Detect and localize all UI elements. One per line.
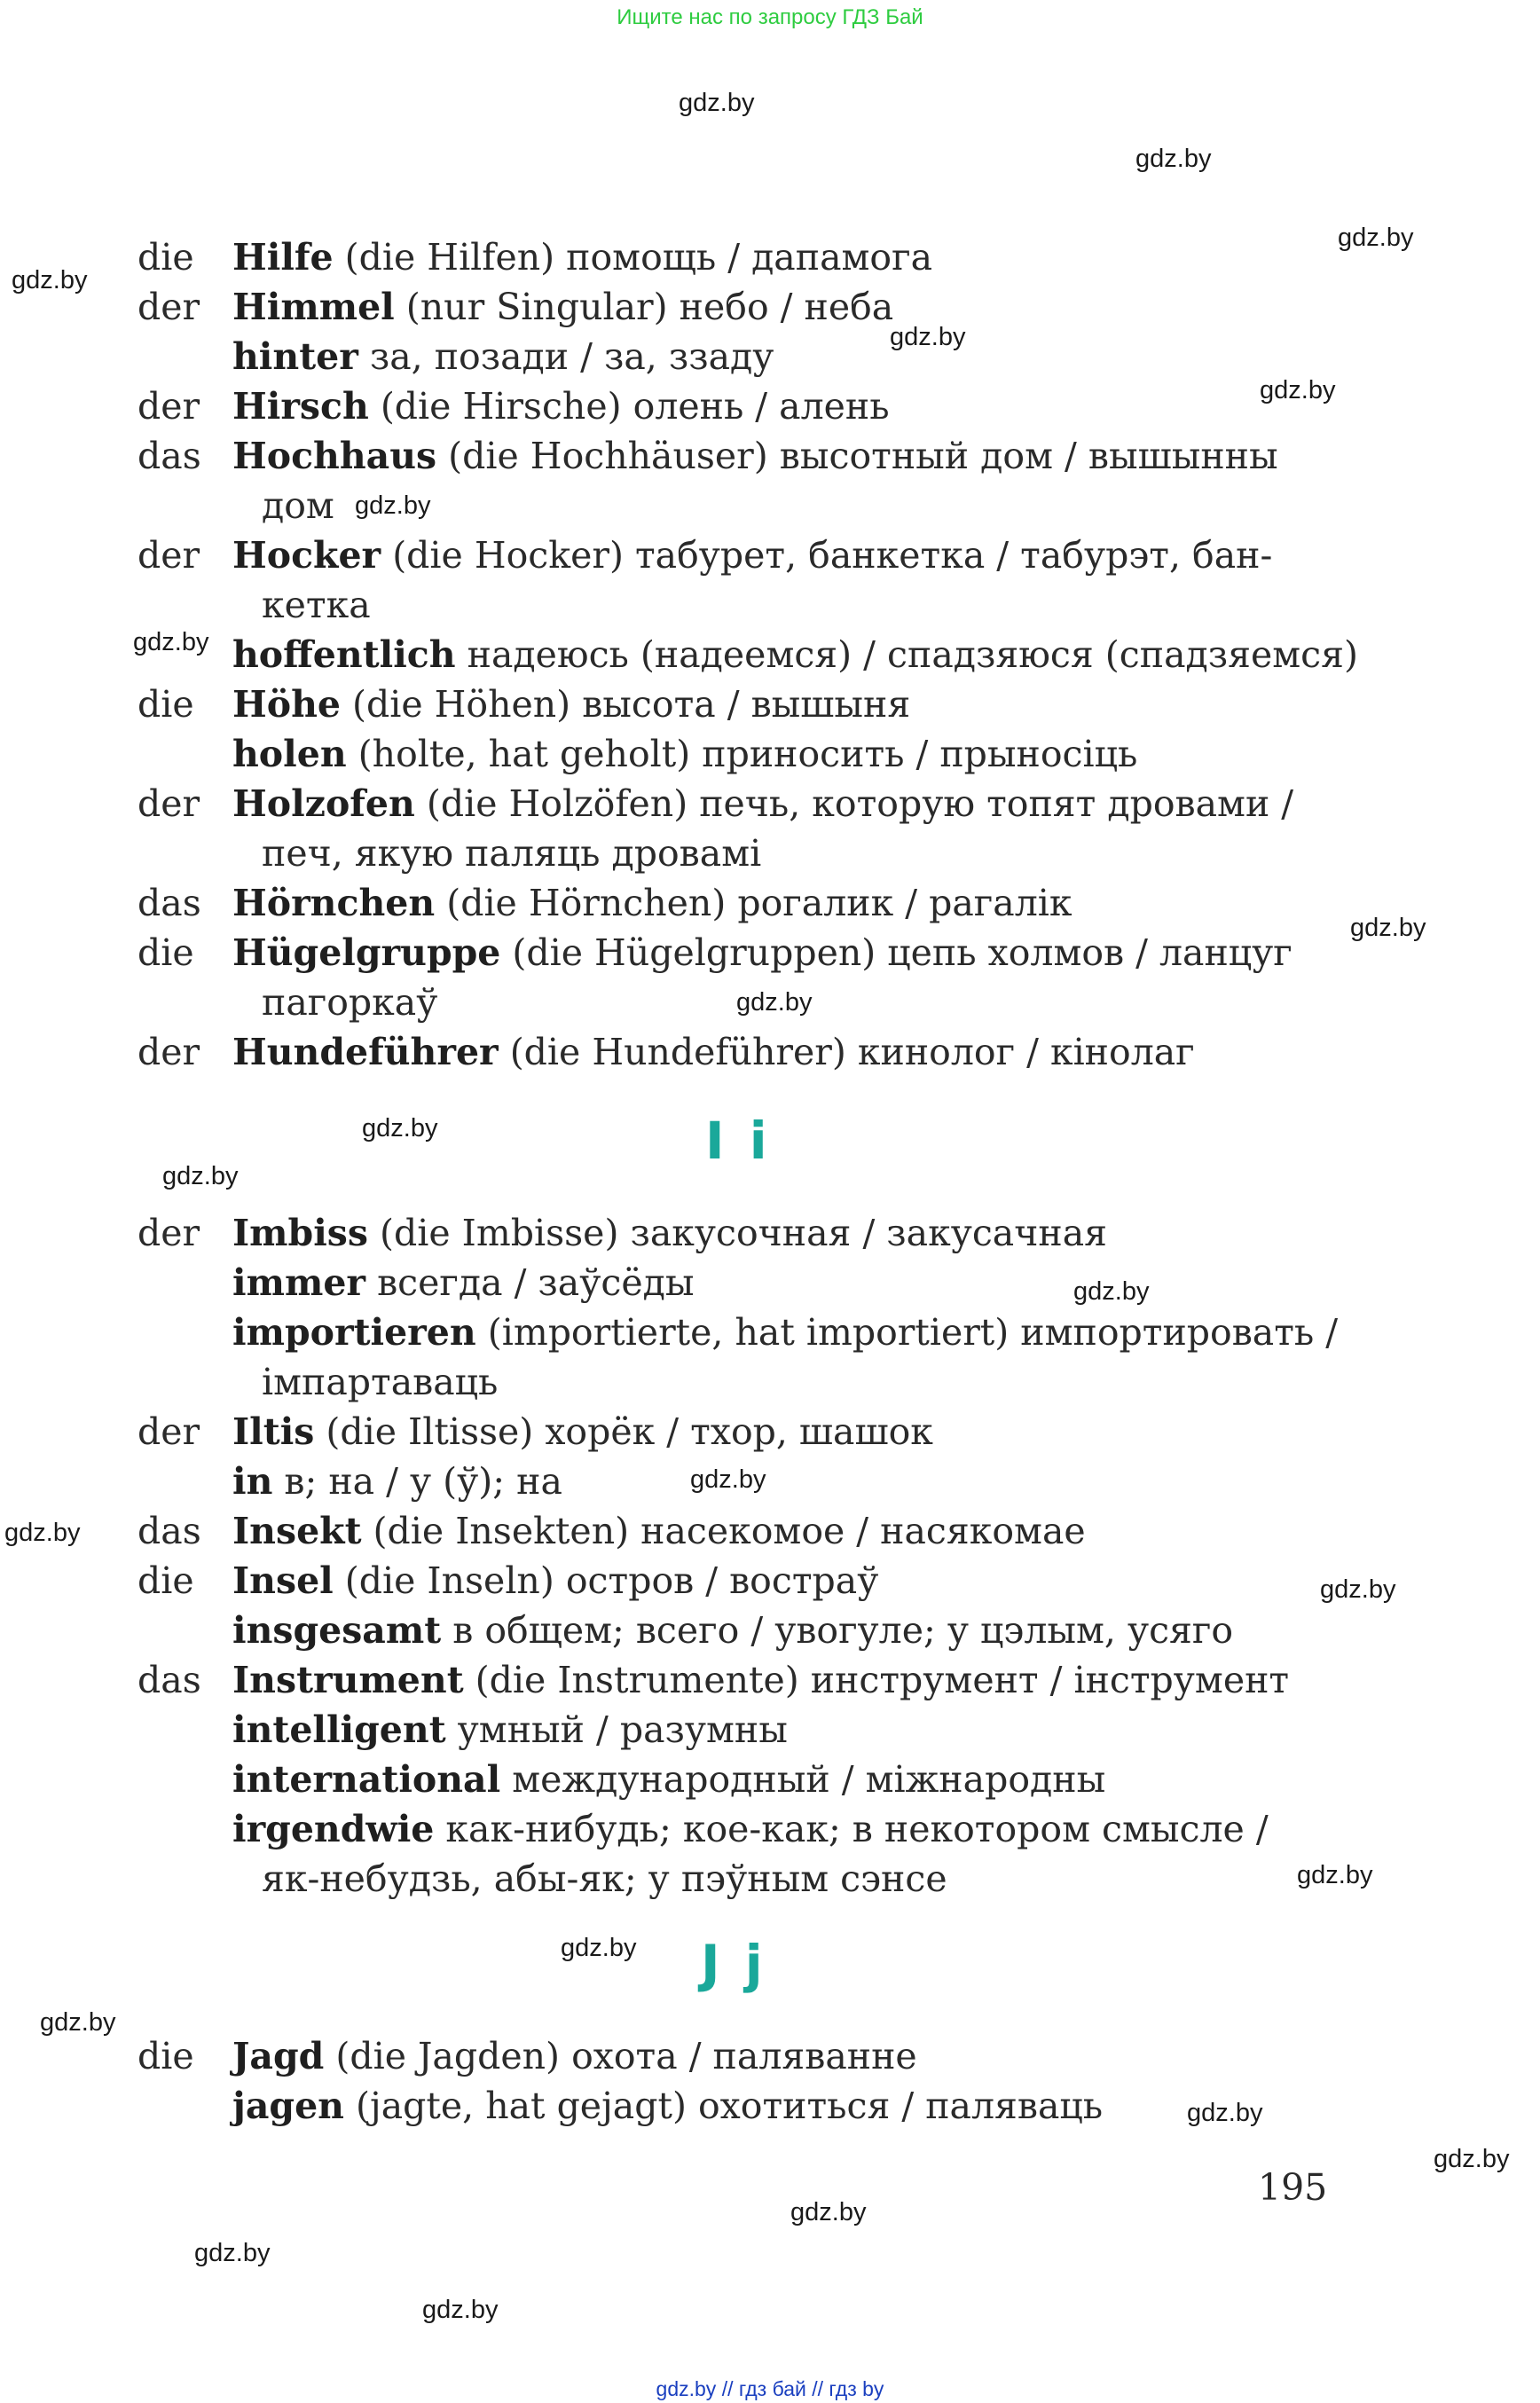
translation: (die Hirsche) олень / алень — [368, 385, 890, 428]
watermark: gdz.by — [1320, 1575, 1396, 1604]
translation-continued: пагоркаў — [262, 981, 438, 1024]
watermark: gdz.by — [1260, 376, 1336, 404]
translation: за, позади / за, ззаду — [358, 335, 774, 378]
watermark: gdz.by — [362, 1114, 438, 1143]
headword: importieren — [232, 1311, 476, 1354]
headword: insgesamt — [232, 1609, 442, 1652]
translation: как-нибудь; кое-как; в некотором смысле / — [434, 1808, 1269, 1850]
watermark: gdz.by — [890, 323, 966, 351]
translation: (die Inseln) остров / востраў — [333, 1559, 879, 1602]
translation: (die Imbisse) закусочная / закусачная — [367, 1212, 1107, 1254]
watermark: gdz.by — [690, 1465, 766, 1494]
headword: Jagd — [232, 2035, 325, 2077]
headword: Hörnchen — [232, 882, 436, 924]
headword: Hundeführer — [232, 1031, 499, 1073]
translation: (die Höhen) высота / вышыня — [340, 683, 911, 726]
watermark: gdz.by — [790, 2198, 867, 2226]
headword: immer — [232, 1261, 366, 1304]
headword: Hochhaus — [232, 435, 437, 477]
headword: irgendwie — [232, 1808, 435, 1850]
watermark: gdz.by — [679, 89, 755, 117]
headword: Höhe — [232, 683, 341, 726]
article: die — [138, 1559, 194, 1602]
watermark: gdz.by — [561, 1934, 637, 1962]
headword: holen — [232, 733, 347, 775]
article: die — [138, 931, 194, 974]
translation: (nur Singular) небо / неба — [394, 286, 894, 328]
article: das — [138, 435, 201, 477]
watermark: gdz.by — [355, 491, 431, 520]
translation: всегда / заўсёды — [365, 1261, 695, 1304]
translation: (die Hilfen) помощь / дапамога — [333, 236, 933, 279]
translation: (die Iltisse) хорёк / тхор, шашок — [314, 1410, 933, 1453]
translation-continued: кетка — [262, 584, 371, 626]
translation: надеюсь (надеемся) / спадзяюся (спадзяемся) — [455, 633, 1358, 676]
translation-continued: імпартаваць — [262, 1361, 499, 1403]
headword: Instrument — [232, 1659, 464, 1701]
headword: Holzofen — [232, 782, 415, 825]
headword: Insel — [232, 1559, 334, 1602]
translation: (die Hörnchen) рогалик / рагалік — [435, 882, 1072, 924]
article: der — [138, 534, 200, 577]
article: der — [138, 385, 200, 428]
translation: (importierte, hat importiert) импортировать / — [475, 1311, 1339, 1354]
watermark: gdz.by — [1434, 2145, 1510, 2173]
translation-continued: як-небудзь, абы-як; у пэўным сэнсе — [262, 1857, 947, 1900]
translation: (die Hocker) табурет, банкетка / табурэт, бан- — [381, 534, 1273, 577]
watermark: gdz.by — [162, 1162, 239, 1190]
article: der — [138, 1410, 200, 1453]
article: das — [138, 1659, 201, 1701]
headword: Hügelgruppe — [232, 931, 501, 974]
headword: jagen — [232, 2085, 344, 2127]
translation: (die Hochhäuser) высотный дом / вышынны — [436, 435, 1278, 477]
watermark: gdz.by — [40, 2008, 116, 2037]
article: der — [138, 782, 200, 825]
article: das — [138, 1510, 201, 1552]
article: die — [138, 2035, 194, 2077]
translation: (die Instrumente) инструмент / інструмент — [463, 1659, 1290, 1701]
article: die — [138, 236, 194, 279]
translation: (die Jagden) охота / паляванне — [324, 2035, 917, 2077]
watermark: gdz.by — [194, 2239, 271, 2267]
headword: intelligent — [232, 1708, 446, 1751]
watermark: gdz.by — [422, 2296, 499, 2324]
translation-continued: дом — [262, 484, 334, 527]
bottom-banner: gdz.by // гдз бай // гдз by — [656, 2377, 884, 2400]
headword: international — [232, 1758, 501, 1801]
headword: hinter — [232, 335, 358, 378]
watermark: gdz.by — [1187, 2099, 1263, 2127]
article: die — [138, 683, 194, 726]
translation: в; на / у (ў); на — [272, 1460, 562, 1503]
watermark: gdz.by — [1073, 1277, 1150, 1306]
article: der — [138, 286, 200, 328]
headword: Hocker — [232, 534, 381, 577]
translation: международный / міжнародны — [500, 1758, 1106, 1801]
article: der — [138, 1031, 200, 1073]
translation: в общем; всего / увогуле; у цэлым, усяго — [441, 1609, 1234, 1652]
translation: (die Hügelgruppen) цепь холмов / ланцуг — [500, 931, 1292, 974]
headword: in — [232, 1460, 273, 1503]
letter-heading-j: J j — [701, 1934, 766, 1994]
translation: (die Insekten) насекомое / насякомае — [361, 1510, 1086, 1552]
headword: Iltis — [232, 1410, 315, 1453]
watermark: gdz.by — [4, 1519, 81, 1547]
headword: Imbiss — [232, 1212, 368, 1254]
headword: Hilfe — [232, 236, 334, 279]
translation: (holte, hat geholt) приносить / прыносіць — [346, 733, 1138, 775]
watermark: gdz.by — [12, 266, 88, 294]
translation: умный / разумны — [445, 1708, 788, 1751]
page-number: 195 — [1258, 2166, 1328, 2209]
translation: (die Hundeführer) кинолог / кінолаг — [498, 1031, 1195, 1073]
watermark: gdz.by — [1135, 145, 1212, 173]
translation: (jagte, hat gejagt) охотиться / паляваць — [343, 2085, 1104, 2127]
headword: Hirsch — [232, 385, 369, 428]
translation-continued: печ, якую паляць дровамі — [262, 832, 762, 875]
watermark: gdz.by — [1350, 914, 1426, 942]
watermark: gdz.by — [1297, 1861, 1373, 1889]
headword: hoffentlich — [232, 633, 456, 676]
article: das — [138, 882, 201, 924]
translation: (die Holzöfen) печь, которую топят дровами / — [414, 782, 1294, 825]
top-banner: Ищите нас по запросу ГДЗ Бай — [617, 5, 923, 29]
headword: Himmel — [232, 286, 395, 328]
watermark: gdz.by — [1338, 224, 1414, 252]
article: der — [138, 1212, 200, 1254]
watermark: gdz.by — [133, 628, 209, 656]
letter-heading-i: I i — [705, 1111, 771, 1171]
headword: Insekt — [232, 1510, 362, 1552]
watermark: gdz.by — [736, 988, 813, 1017]
